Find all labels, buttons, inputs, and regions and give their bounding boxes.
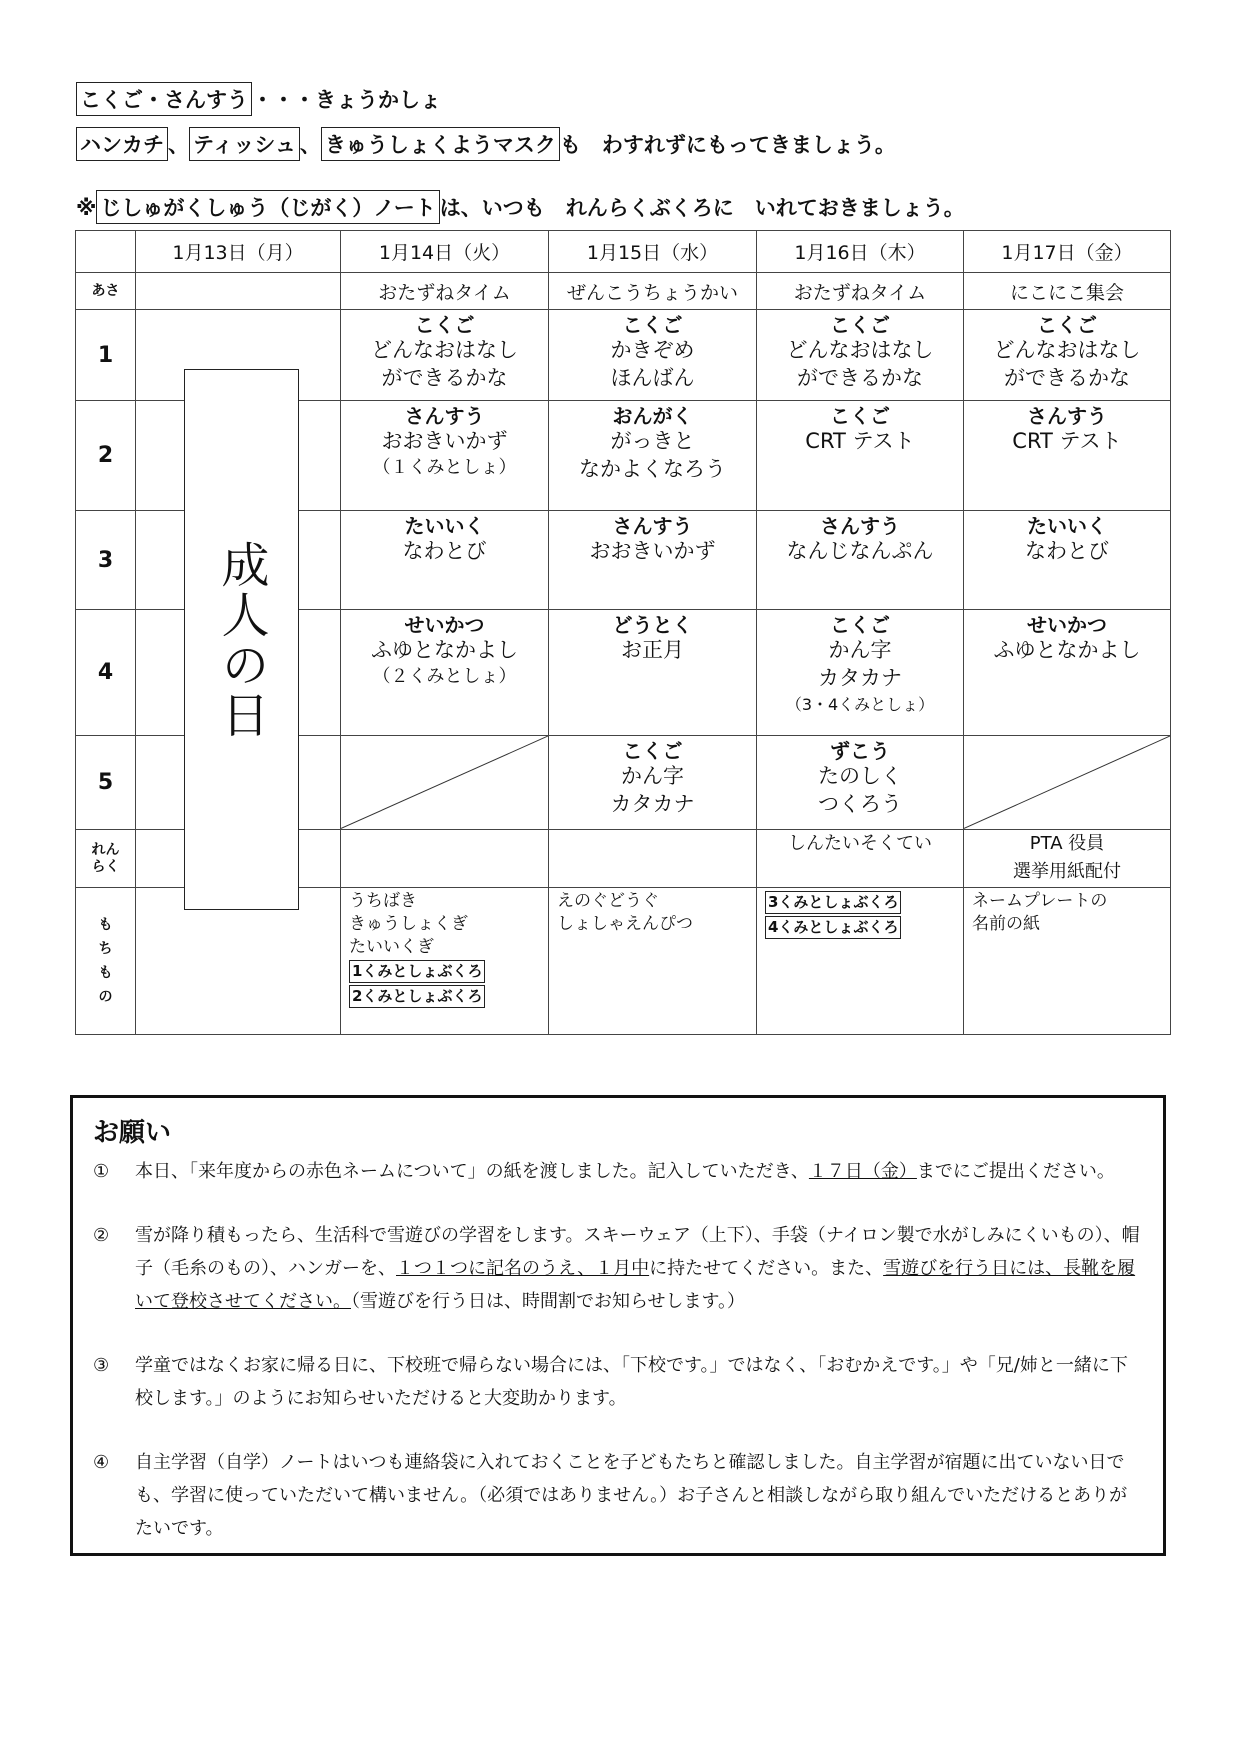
notice-text: に持たせてください。また、 bbox=[649, 1258, 884, 1279]
subject-label: こくご bbox=[414, 313, 475, 338]
separator: 、 bbox=[299, 133, 321, 157]
mochimono-cell bbox=[341, 888, 549, 1035]
subject-label: こくご bbox=[1037, 313, 1097, 338]
lesson-title: どんなおはなし bbox=[371, 338, 518, 363]
item-text: えのぐどうぐ bbox=[557, 891, 659, 912]
item-text: きゅうしょくぎ bbox=[349, 914, 468, 935]
boxed-item: きゅうしょくようマスク bbox=[321, 127, 560, 161]
notice-text: 本日、「来年度からの赤色ネームについて」の紙を渡しました。記入していただき、 bbox=[135, 1161, 809, 1182]
lesson-cell bbox=[757, 400, 964, 511]
subject-label: せいかつ bbox=[404, 612, 485, 637]
subject-label: こくご bbox=[830, 403, 890, 428]
notice-item bbox=[93, 1446, 1143, 1545]
library-note: （3・4くみとしょ） bbox=[785, 694, 935, 714]
lesson-title: かん字 bbox=[828, 637, 892, 662]
item-text: しょしゃえんぴつ bbox=[557, 914, 693, 935]
lesson-cell bbox=[757, 310, 964, 400]
subject-label: たいいく bbox=[404, 514, 485, 539]
item-number: ④ bbox=[93, 1452, 110, 1473]
lesson-cell bbox=[964, 310, 1171, 400]
lesson-title: なかよくなろう bbox=[579, 456, 726, 481]
item-text: 名前の紙 bbox=[972, 914, 1040, 935]
subject-label: おんがく bbox=[612, 403, 693, 428]
underlined-text: 雪遊びを行う日には、長靴を履いて登校させてください。 bbox=[135, 1258, 1136, 1312]
note-mark: ※ bbox=[76, 196, 97, 220]
lesson-title: なわとび bbox=[1025, 539, 1109, 564]
notice-text: 自主学習（自学）ノートはいつも連絡袋に入れておくことを子どもたちと確認しました。自主学習が宿題に出ていない日でも、学習に使っていただいて構いません。（必須ではありません。）お子さんと相談しながら取り組んでいただけるとありがたいです。 bbox=[135, 1452, 1128, 1539]
lesson-title: どんなおはなし bbox=[786, 338, 934, 363]
lesson-cell bbox=[964, 609, 1171, 736]
item-text: たいいくぎ bbox=[349, 937, 434, 958]
renraku-line: 選挙用紙配付 bbox=[1013, 860, 1121, 882]
subject-label: さんすう bbox=[612, 514, 693, 539]
lesson-title: かきぞめ bbox=[610, 338, 695, 363]
notice-text: までにご提出ください。 bbox=[916, 1161, 1115, 1182]
lesson-title: ふゆとなかよし bbox=[371, 637, 518, 662]
underlined-text: １７日（金） bbox=[808, 1161, 917, 1182]
lesson-title: つくろう bbox=[818, 792, 902, 817]
notice-text: （雪遊びを行う日は、時間割でお知らせします。） bbox=[351, 1291, 746, 1312]
label-line: らく bbox=[91, 858, 120, 875]
diagonal-slash bbox=[341, 736, 548, 828]
lesson-cell bbox=[549, 736, 757, 829]
asa-cell-mon bbox=[136, 273, 341, 310]
lesson-title: カタカナ bbox=[610, 792, 695, 817]
mochimono-cell bbox=[964, 888, 1171, 1035]
lesson-title: ふゆとなかよし bbox=[993, 637, 1141, 662]
lesson-title: なんじなんぷん bbox=[786, 539, 934, 564]
notice-text: 雪が降り積もったら、生活科で雪遊びの学習をします。スキーウェア（上下）、手袋（ナイロン製で水がしみにくいもの）、帽子（毛糸のもの）、ハンガーを、 bbox=[135, 1225, 1140, 1279]
holiday-label: 成人の日 bbox=[213, 539, 269, 740]
subject-label: こくご bbox=[622, 739, 683, 764]
lesson-cell bbox=[341, 400, 549, 511]
subject-label: さんすう bbox=[404, 403, 485, 428]
diagonal-slash bbox=[964, 736, 1170, 828]
notice-title: お願い bbox=[93, 1118, 172, 1148]
lesson-cell bbox=[757, 511, 964, 609]
label-line: も bbox=[98, 965, 113, 982]
asa-cell-wed: ぜんこうちょうかい bbox=[549, 273, 757, 310]
subject-label: こくご bbox=[830, 612, 890, 637]
corner-cell bbox=[76, 231, 136, 273]
lesson-cell bbox=[549, 609, 757, 736]
renraku-cell: しんたいそくてい bbox=[757, 829, 964, 887]
lesson-cell bbox=[964, 511, 1171, 609]
notice-box bbox=[70, 1095, 1166, 1556]
day-header: 1月15日（水） bbox=[549, 231, 757, 273]
subject-label: こくご bbox=[830, 313, 890, 338]
row-label-period: 3 bbox=[76, 511, 136, 609]
asa-cell-thu: おたずねタイム bbox=[757, 273, 964, 310]
library-bag-tag: 2くみとしょぶくろ bbox=[349, 985, 485, 1008]
subject-label: せいかつ bbox=[1027, 612, 1107, 637]
subject-label: さんすう bbox=[1027, 403, 1107, 428]
item-text: ネームプレートの bbox=[972, 891, 1108, 912]
day-header: 1月17日（金） bbox=[964, 231, 1171, 273]
boxed-item: じしゅがくしゅう（じがく）ノート bbox=[96, 190, 439, 224]
underlined-text: １つ１つに記名のうえ、１月中 bbox=[396, 1258, 650, 1279]
row-label-period: 5 bbox=[76, 736, 136, 829]
subject-label: たいいく bbox=[1027, 514, 1107, 539]
row-label-mochimono bbox=[76, 888, 136, 1035]
notice-item bbox=[93, 1349, 1143, 1415]
lesson-cell bbox=[341, 609, 549, 736]
reminder-line-items bbox=[76, 127, 896, 161]
lesson-cell bbox=[757, 736, 964, 829]
lesson-title: ができるかな bbox=[381, 366, 508, 391]
boxed-item: ティッシュ bbox=[189, 127, 300, 161]
renraku-cell bbox=[341, 829, 549, 887]
lesson-cell bbox=[549, 511, 757, 609]
lesson-title: CRT テスト bbox=[805, 428, 915, 453]
reminder-suffix: も わすれずにもってきましょう。 bbox=[559, 133, 896, 157]
library-bag-tag: 4くみとしょぶくろ bbox=[765, 916, 901, 939]
library-note: （２くみとしょ） bbox=[372, 665, 517, 687]
notice-item bbox=[93, 1155, 1143, 1188]
lesson-title: CRT テスト bbox=[1012, 428, 1122, 453]
reminder-line-textbooks bbox=[76, 82, 441, 116]
table-row-asa bbox=[76, 273, 1171, 310]
notice-item bbox=[93, 1219, 1143, 1318]
row-label-period: 1 bbox=[76, 310, 136, 400]
lesson-title: おおきいかず bbox=[381, 428, 508, 453]
lesson-title: お正月 bbox=[621, 637, 684, 662]
no-class-cell bbox=[964, 736, 1171, 829]
notice-text: 学童ではなくお家に帰る日に、下校班で帰らない場合には、「下校です。」ではなく、「おむかえです。」や「兄/姉と一緒に下校します。」のようにお知らせいただけると大変助かります。 bbox=[135, 1355, 1128, 1409]
label-line: れん bbox=[91, 841, 120, 858]
row-label-asa: あさ bbox=[76, 273, 136, 310]
row-label-period: 4 bbox=[76, 609, 136, 736]
day-header: 1月14日（火） bbox=[341, 231, 549, 273]
row-label-renraku bbox=[76, 829, 136, 887]
lesson-cell bbox=[757, 609, 964, 736]
mochimono-cell bbox=[757, 888, 964, 1035]
reminder-suffix: は、いつも れんらくぶくろに いれておきましょう。 bbox=[439, 196, 965, 220]
subject-label: ずこう bbox=[830, 739, 890, 764]
lesson-cell bbox=[549, 400, 757, 511]
subject-label: さんすう bbox=[820, 514, 900, 539]
table-header-row bbox=[76, 231, 1171, 273]
reminder-line-notebook bbox=[76, 190, 965, 224]
boxed-item: ハンカチ bbox=[76, 127, 168, 161]
holiday-box bbox=[184, 369, 299, 910]
subject-label: どうとく bbox=[612, 612, 693, 637]
boxed-item: こくご・さんすう bbox=[76, 82, 252, 116]
day-header: 1月13日（月） bbox=[136, 231, 341, 273]
label-line: の bbox=[98, 989, 113, 1006]
item-number: ③ bbox=[93, 1355, 110, 1376]
lesson-title: ができるかな bbox=[1004, 366, 1130, 391]
lesson-title: カタカナ bbox=[818, 665, 902, 690]
library-bag-tag: 3くみとしょぶくろ bbox=[765, 891, 901, 914]
item-number: ② bbox=[93, 1225, 110, 1246]
renraku-cell bbox=[964, 829, 1171, 887]
reminder-suffix: ・・・きょうかしょ bbox=[252, 88, 441, 112]
row-label-period: 2 bbox=[76, 400, 136, 511]
lesson-title: ができるかな bbox=[797, 366, 923, 391]
lesson-cell bbox=[964, 400, 1171, 511]
lesson-title: かん字 bbox=[621, 764, 684, 789]
lesson-cell bbox=[341, 310, 549, 400]
asa-cell-fri: にこにこ集会 bbox=[964, 273, 1171, 310]
lesson-title: がっきと bbox=[610, 428, 695, 453]
no-class-cell bbox=[341, 736, 549, 829]
asa-cell-tue: おたずねタイム bbox=[341, 273, 549, 310]
lesson-cell bbox=[341, 511, 549, 609]
lesson-title: なわとび bbox=[402, 539, 487, 564]
lesson-title: ほんばん bbox=[610, 366, 695, 391]
mochimono-cell bbox=[549, 888, 757, 1035]
library-bag-tag: 1くみとしょぶくろ bbox=[349, 960, 485, 983]
subject-label: こくご bbox=[622, 313, 683, 338]
lesson-title: たのしく bbox=[818, 764, 902, 789]
lesson-cell bbox=[549, 310, 757, 400]
renraku-line: PTA 役員 bbox=[1029, 832, 1105, 854]
lesson-title: おおきいかず bbox=[589, 539, 716, 564]
renraku-cell bbox=[549, 829, 757, 887]
label-line: ち bbox=[98, 941, 113, 958]
item-number: ① bbox=[93, 1161, 110, 1182]
item-text: うちばき bbox=[349, 891, 417, 912]
separator: 、 bbox=[168, 133, 189, 157]
label-line: も bbox=[98, 917, 113, 934]
lesson-title: どんなおはなし bbox=[993, 338, 1141, 363]
day-header: 1月16日（木） bbox=[757, 231, 964, 273]
library-note: （１くみとしょ） bbox=[372, 456, 517, 478]
